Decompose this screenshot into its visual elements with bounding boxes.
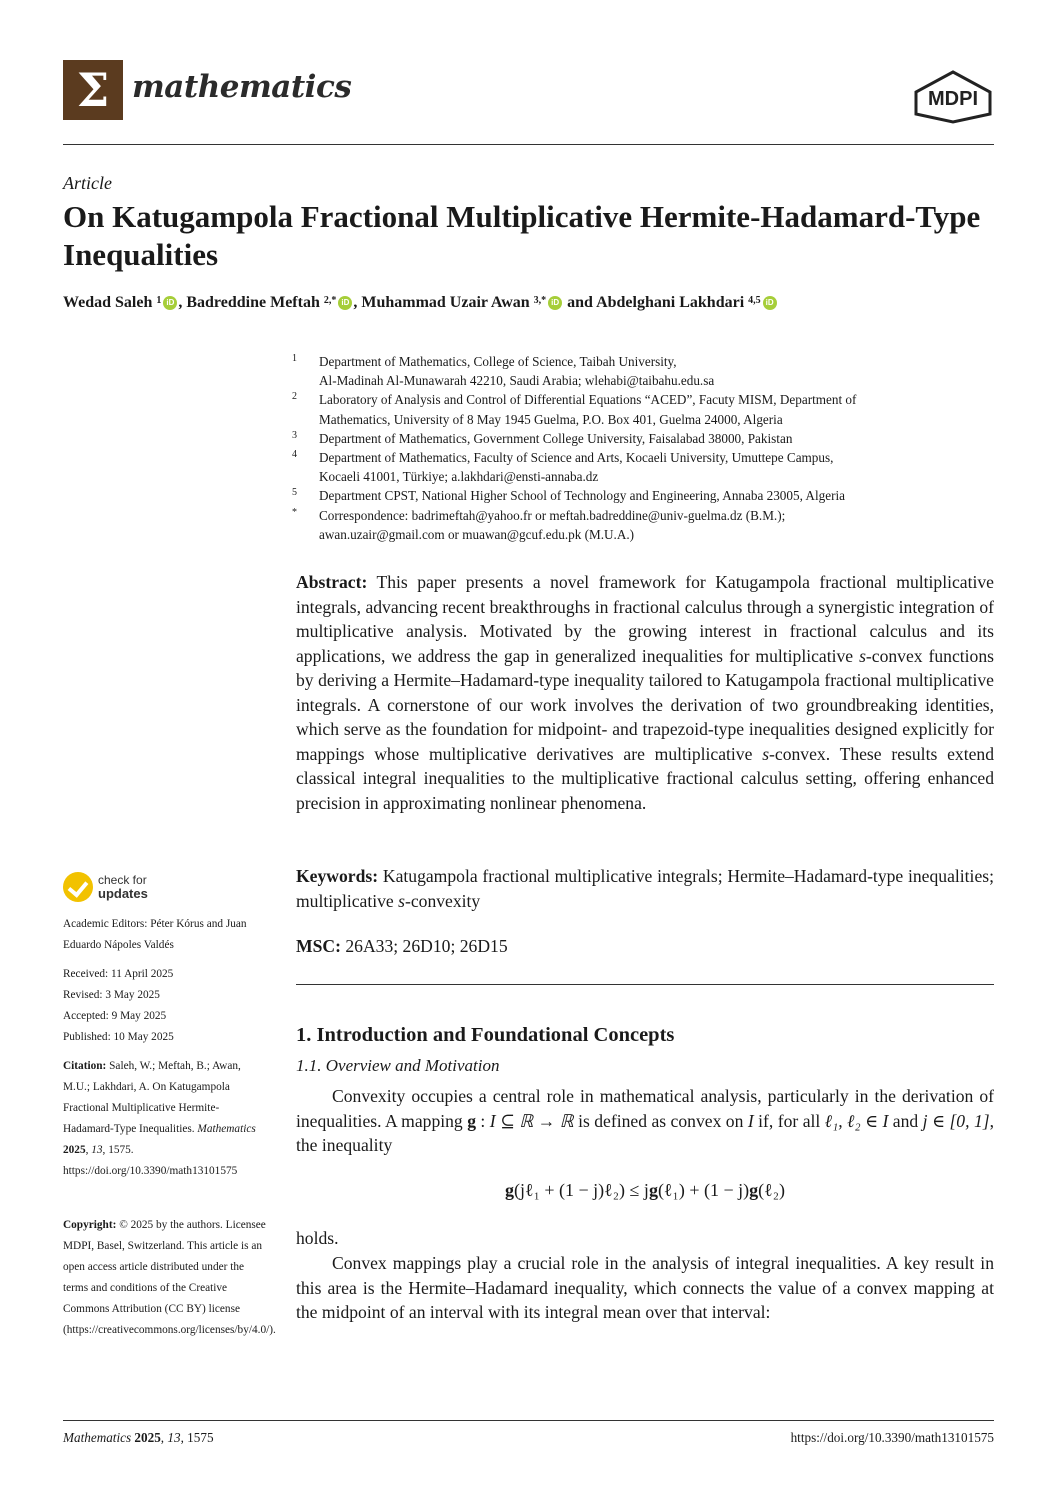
body-paragraph: Convex mappings play a crucial role in the analysis of integral inequalities. A key result in this area is the Hermite–Hadamard inequality, which connects the value of a convex mapping at the midpoint of an interval with its integral mean over that interval: — [296, 1253, 994, 1322]
math-symbol: g — [749, 1180, 759, 1200]
accepted-date: Accepted: 9 May 2025 — [63, 1010, 167, 1022]
paragraph-text: : — [475, 1110, 490, 1131]
abstract-text: This paper presents a novel framework for Katugampola fractional multiplicative integrals, advancing recent breakthroughs in fractional calculus through a synergistic integration of multiplicative analysis. Motivated by the growing interest in fractional calculus and its applications, we address the gap in generalized inequalities for multiplicative — [296, 572, 994, 666]
math-expression: ϳ ∈ [0, 1] — [922, 1110, 990, 1131]
copyright-text: © 2025 by the authors. Licensee MDPI, Basel, Switzerland. This article is an open access article distributed under the terms and conditions of the Creative Commons Attribution (CC BY) license (https://creativecommons.org/licenses/by/4.0/). — [63, 1219, 276, 1336]
section-title: 1. Introduction and Foundational Concepts — [296, 1024, 675, 1046]
section-divider — [296, 984, 994, 985]
affiliation-text: Laboratory of Analysis and Control of Differential Equations “ACED”, Facuty MISM, Department of — [319, 392, 857, 408]
publication-dates — [63, 964, 268, 1048]
affiliation-item — [292, 486, 992, 505]
header-divider — [63, 144, 994, 145]
author-affiliation-sup: 2,* — [323, 295, 337, 306]
abstract-label: Abstract: — [296, 572, 368, 592]
abstract-text: -convex functions by deriving a Hermite–Hadamard-type inequality tailored to Katugampola fractional multiplicative integrals. A cornerstone of our work involves the derivation of two groundbreaking identities, which serve as the foundation for midpoint- and trapezoid-type inequalities designed explicitly for mappings whose multiplicative derivatives are multiplicative — [296, 645, 995, 764]
affiliation-mark: 4 — [292, 449, 297, 461]
author-separator: and — [563, 294, 597, 311]
math-symbol: g — [467, 1110, 476, 1131]
received-date: Received: 11 April 2025 — [63, 968, 174, 980]
math-symbol: g — [504, 1180, 514, 1200]
check-for-updates-badge[interactable] — [63, 872, 148, 902]
author-separator: , — [178, 294, 187, 311]
correspondence-text: awan.uzair@gmail.com or muawan@gcuf.edu.pk (M.U.A.) — [319, 526, 635, 542]
copyright-block — [63, 1215, 276, 1341]
author-affiliation-sup: 3,* — [533, 295, 547, 306]
author-name: Badreddine Meftah — [186, 294, 320, 311]
equation-text: (ℓ₁) + (1 − ϳ) — [657, 1180, 750, 1200]
published-date: Published: 10 May 2025 — [63, 1031, 174, 1043]
citation-label: Citation: — [63, 1060, 107, 1072]
affiliation-text: Department of Mathematics, Faculty of Science and Arts, Kocaeli University, Umuttepe Campus, — [319, 450, 834, 466]
msc-codes — [296, 934, 508, 959]
revised-date: Revised: 3 May 2025 — [63, 989, 160, 1001]
paragraph-text: and — [888, 1110, 923, 1131]
publisher-name: MDPI — [928, 88, 978, 110]
msc-label: MSC: — [296, 936, 341, 956]
math-expression: I ⊆ ℝ → ℝ — [489, 1110, 574, 1131]
equation-text: (ℓ₂) — [758, 1180, 786, 1200]
affiliation-text: Department of Mathematics, Government College University, Faisalabad 38000, Pakistan — [319, 430, 793, 446]
orcid-icon[interactable]: iD — [548, 296, 562, 310]
footer-doi-link[interactable]: https://doi.org/10.3390/math13101575 — [790, 1430, 994, 1445]
affiliation-text: Department CPST, National Higher School of Technology and Engineering, Annaba 23005, Algeria — [319, 488, 845, 504]
affiliation-mark: * — [292, 506, 297, 518]
sigma-logo-icon: Σ — [76, 63, 110, 117]
affiliation-item — [292, 506, 992, 544]
keywords-label: Keywords: — [296, 866, 379, 886]
paragraph-text: is defined as convex on — [573, 1110, 748, 1131]
footer-journal: Mathematics — [63, 1430, 132, 1445]
journal-name: mathematics — [132, 69, 352, 105]
author-list — [63, 292, 778, 314]
affiliation-item — [292, 429, 992, 448]
editors-text: Péter Kórus and Juan Eduardo Nápoles Valdés — [63, 918, 247, 951]
journal-logo — [63, 60, 123, 120]
affiliation-mark: 1 — [292, 353, 297, 364]
abstract-math: s — [859, 645, 866, 666]
copyright-label: Copyright: — [63, 1219, 117, 1231]
page-title: On Katugampola Fractional Multiplicative Hermite-Hadamard-Type Inequalities — [63, 199, 981, 272]
correspondence-text: Correspondence: badrimeftah@yahoo.fr or meftah.badreddine@univ-guelma.dz (B.M.); — [319, 507, 786, 523]
equation-text: (ϳℓ₁ + (1 − ϳ)ℓ₂) ≤ ϳ — [513, 1180, 649, 1200]
abstract — [296, 570, 994, 815]
keywords-math: s — [398, 890, 405, 911]
mdpi-logo — [912, 70, 994, 124]
author-name: Abdelghani Lakhdari — [596, 294, 745, 311]
body-paragraph — [296, 1084, 994, 1158]
footer-citation: Mathematics 2025, 13, 1575 — [63, 1430, 214, 1445]
orcid-icon[interactable]: iD — [163, 296, 177, 310]
academic-editors — [63, 914, 268, 956]
keywords — [296, 864, 994, 913]
author-separator: , — [353, 294, 362, 311]
footer-volume: 13 — [167, 1430, 181, 1445]
paragraph-text: if, for all — [753, 1110, 825, 1131]
editors-label: Academic Editors: — [63, 918, 148, 930]
affiliation-text: Al-Madinah Al-Munawarah 42210, Saudi Arabia; wlehabi@taibahu.edu.sa — [319, 373, 715, 389]
convexity-equation — [296, 1180, 994, 1201]
author-affiliation-sup: 4,5 — [748, 295, 761, 306]
citation-journal: Mathematics — [197, 1123, 256, 1135]
paragraph-text: Convexity occupies a central role in mathematical analysis, particularly in the derivation of inequalities. A mapping — [296, 1086, 994, 1131]
math-symbol: g — [648, 1180, 658, 1200]
affiliation-item — [292, 390, 992, 428]
keywords-text: -convexity — [404, 890, 481, 911]
citation-text: Saleh, W.; Meftah, B.; Awan, M.U.; Lakhdari, A. On Katugampola Fractional Multiplicative Hermite-Hadamard-Type Inequalities. — [63, 1060, 241, 1135]
footer-year: 2025 — [134, 1430, 161, 1445]
citation-block: Citation: Saleh, W.; Meftah, B.; Awan, M.U.; Lakhdari, A. On Katugampola Fractional Multiplicative Hermite-Hadamard-Type Inequalities. Mathematics 2025, 13, 1575. https://doi.org/10.3390/math13101575 — [63, 1060, 256, 1177]
msc-text: 26A33; 26D10; 26D15 — [345, 936, 508, 956]
affiliation-mark: 2 — [292, 391, 297, 403]
author-name: Muhammad Uzair Awan — [361, 294, 530, 311]
orcid-icon[interactable]: iD — [338, 296, 352, 310]
abstract-text: -convex. These results extend classical integral inequalities to the multiplicative fractional calculus setting, offering enhanced precision in approximating nonlinear phenomena. — [296, 743, 994, 813]
affiliation-text: Mathematics, University of 8 May 1945 Guelma, P.O. Box 401, Guelma 24000, Algeria — [319, 411, 783, 427]
affiliation-text: Kocaeli 41001, Türkiye; a.lakhdari@ensti-annaba.dz — [319, 469, 599, 485]
check-label: check for — [98, 872, 147, 887]
affiliation-item — [292, 352, 992, 390]
article-type: Article — [63, 173, 112, 193]
math-expression: ℓ₁, ℓ₂ ∈ I — [824, 1110, 889, 1131]
math-symbol: I — [747, 1110, 754, 1131]
citation-volume: 13 — [91, 1144, 103, 1156]
affiliation-item — [292, 448, 992, 486]
keywords-text: Katugampola fractional multiplicative integrals; Hermite–Hadamard-type inequalities; multiplicative — [296, 866, 994, 911]
abstract-math: s — [762, 743, 770, 764]
affiliations — [292, 352, 992, 544]
citation-doi[interactable]: , 1575. https://doi.org/10.3390/math13101575 — [63, 1144, 238, 1177]
body-paragraph: holds. — [296, 1228, 339, 1248]
author-name: Wedad Saleh — [63, 294, 153, 311]
footer-pages: , 1575 — [180, 1430, 214, 1445]
affiliation-mark: 5 — [292, 487, 297, 499]
author-affiliation-sup: 1 — [156, 295, 162, 306]
orcid-icon[interactable]: iD — [763, 296, 777, 310]
affiliation-text: Department of Mathematics, College of Science, Taibah University, — [319, 354, 677, 369]
check-icon — [63, 872, 93, 902]
affiliation-mark: 3 — [292, 429, 297, 441]
paragraph-text: , the inequality — [296, 1110, 994, 1155]
subsection-title: 1.1. Overview and Motivation — [296, 1056, 500, 1075]
footer-divider — [63, 1420, 994, 1421]
citation-year: 2025 — [63, 1144, 86, 1156]
check-label: updates — [98, 885, 148, 901]
